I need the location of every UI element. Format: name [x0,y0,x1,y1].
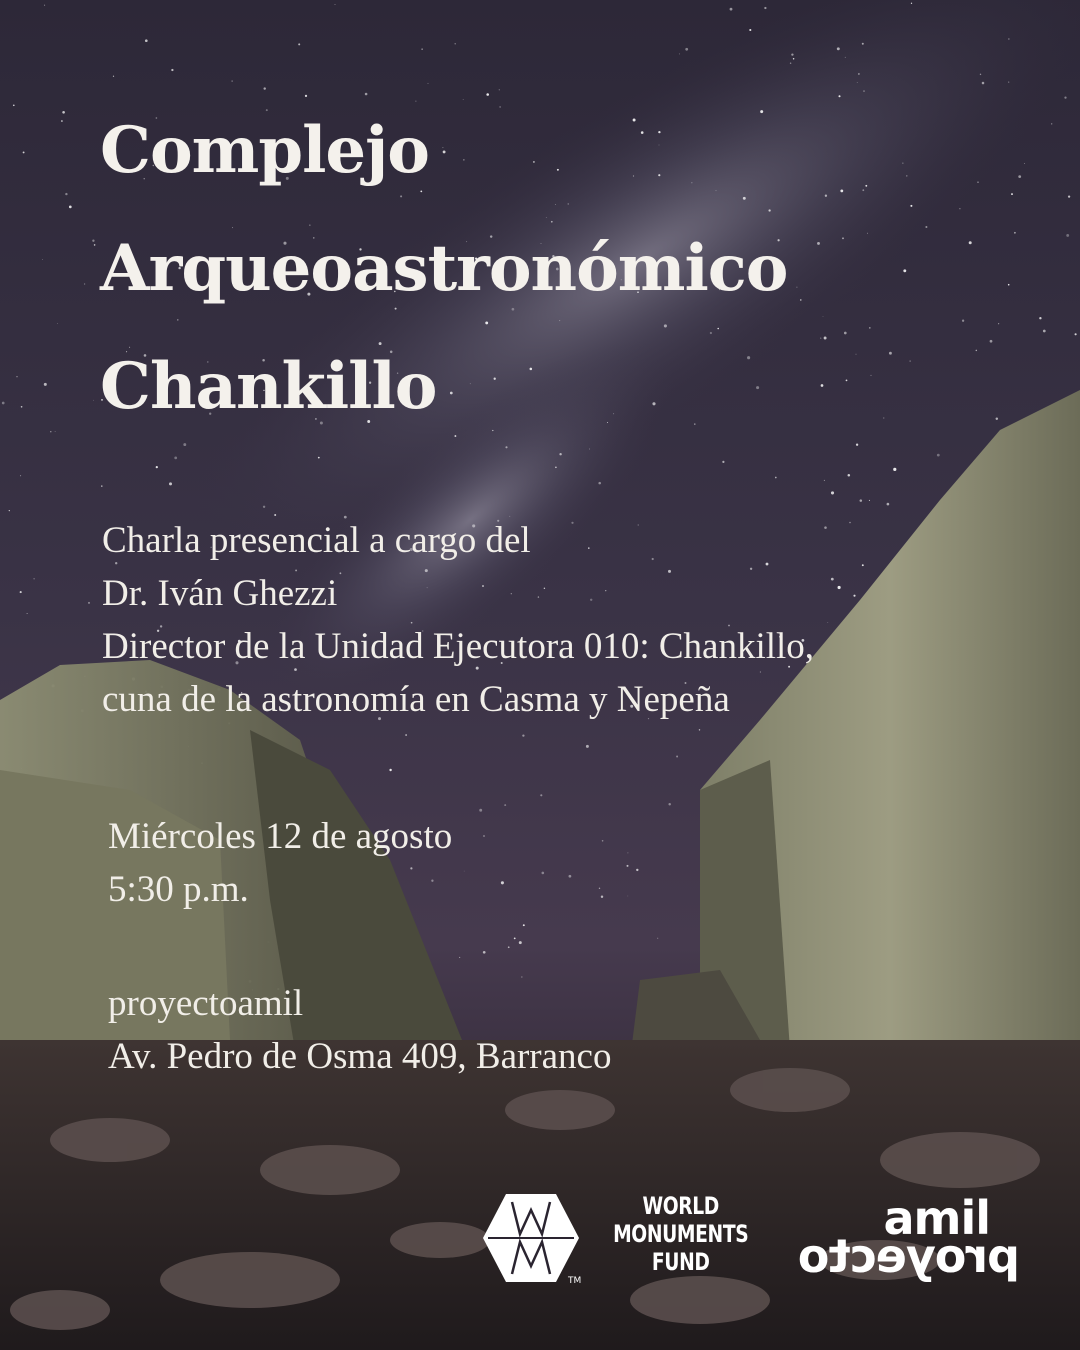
star [263,506,265,508]
star [699,729,700,730]
star [911,3,912,4]
star [869,327,871,329]
star [856,354,857,355]
star [92,240,94,242]
star [871,375,872,376]
star [156,466,158,468]
star [569,875,572,878]
star [542,872,545,875]
wmf-word: WORLD [642,1192,719,1220]
star [113,76,114,77]
star [174,457,177,460]
star [1008,39,1009,40]
speaker-name: Dr. Iván Ghezzi [102,573,338,614]
star [483,835,485,837]
star [849,522,851,524]
star [93,400,94,401]
event-date: Miércoles 12 de agosto [108,816,453,857]
star [817,242,820,245]
star [903,269,906,272]
star [959,208,960,209]
star [800,299,801,300]
star [1008,284,1010,286]
star [857,82,858,83]
star [842,237,844,239]
star [838,95,840,97]
speaker-line: cuna de la astronomía en Casma y Nepeña [102,679,730,720]
star [559,453,561,455]
star [1068,195,1070,197]
title-line: Arqueoastronómico [100,231,788,306]
star [827,622,828,623]
star [27,613,28,614]
star [902,163,903,164]
star [1018,175,1021,178]
star [264,87,266,89]
star [33,578,34,579]
star [764,7,766,9]
star [820,338,821,339]
star [88,602,90,604]
event-time: 5:30 p.m. [108,869,249,910]
star [2,402,5,405]
event-venue [108,977,611,1083]
star [501,881,504,884]
star [505,446,507,448]
star [514,937,516,939]
star [925,226,927,228]
star [790,62,791,63]
star [856,444,858,446]
event-title [100,92,787,446]
star [1043,330,1046,333]
star [1008,82,1009,83]
star [998,323,999,324]
star [1064,96,1066,98]
star [499,89,500,90]
star [869,500,870,501]
star [627,896,628,897]
star [232,81,233,82]
star [21,406,23,408]
star [862,189,864,191]
star [61,120,63,122]
proyecto-mirrored-wordmark: proyecto [798,1229,1020,1283]
star [427,83,428,84]
star [722,461,724,463]
star [599,888,600,889]
star [824,337,827,340]
star [62,111,65,114]
title-line: Chankillo [100,349,437,424]
star [55,431,56,432]
star [910,205,912,207]
star [860,499,863,502]
trademark: TM [568,1276,582,1286]
wmf-hexagon-mark-icon [482,1192,580,1284]
star [862,564,864,566]
star [679,53,680,54]
star [42,259,43,260]
star [519,941,522,944]
star [838,586,841,589]
star [44,5,45,6]
star [50,431,51,432]
star [976,350,978,352]
world-monuments-fund-logo [482,1190,749,1290]
star [824,526,827,529]
venue-name: proyectoamil [108,983,304,1024]
star [823,316,824,317]
star [20,475,21,476]
star [318,457,320,459]
star [454,43,455,44]
star [848,474,851,477]
star [977,182,978,183]
star [1066,234,1069,237]
star [13,104,15,106]
star [982,82,985,85]
star [464,871,465,872]
star [589,449,590,450]
star [996,417,998,419]
star [1014,232,1016,234]
star [657,938,658,939]
speaker-info [102,514,814,726]
star [586,745,589,748]
star [1039,317,1041,319]
star [1011,193,1013,195]
star [962,320,964,322]
proyecto-amil-logo [780,1191,1040,1300]
star [990,340,993,343]
star [84,284,85,285]
star [44,383,47,386]
star [831,491,834,494]
star [937,454,940,457]
star [730,8,733,11]
star [824,480,825,481]
star [57,323,58,324]
star [844,332,847,335]
star [1075,333,1077,335]
star [459,957,460,958]
wmf-wordmark [594,1192,767,1276]
star [405,734,407,736]
star [889,352,892,355]
star [65,193,67,195]
star [540,794,542,796]
star [522,734,524,736]
star [298,43,300,45]
star [831,578,834,581]
speaker-line: Director de la Unidad Ejecutora 010: Chankillo, [102,626,815,667]
star [906,175,907,176]
star [846,380,848,382]
star [910,361,911,362]
event-date-time [108,810,452,916]
star [840,190,843,193]
star [863,91,864,92]
star [791,53,793,55]
star [893,468,896,471]
star [685,48,688,51]
star [508,946,510,948]
star [793,58,795,60]
star [825,195,827,197]
star [969,241,972,244]
star [601,896,603,898]
star [845,57,846,58]
venue-address: Av. Pedro de Osma 409, Barranco [108,1036,612,1077]
star [862,43,864,45]
star [775,477,777,479]
star [887,503,890,506]
speaker-line: Charla presencial a cargo del [102,520,531,561]
star [20,591,22,593]
star [749,29,751,31]
star [421,48,422,49]
star [101,485,102,486]
star [1051,123,1052,124]
star [865,185,867,187]
star [853,595,855,597]
star [483,951,486,954]
wmf-word: MONUMENTS [613,1220,749,1248]
star [523,924,525,926]
amil-wordmark: amil [883,1191,990,1245]
star [796,287,797,288]
star [171,69,173,71]
star [636,869,638,871]
star [69,206,72,209]
star [504,804,506,806]
star [883,417,884,418]
star [980,74,981,75]
star [479,809,482,812]
star [821,384,824,387]
star [837,47,840,50]
star [867,233,868,234]
star [602,840,604,842]
star [17,376,18,377]
star [676,756,678,758]
star [169,482,172,485]
star [145,39,148,42]
star [9,510,10,511]
star [389,769,391,771]
star [626,865,628,867]
star [555,467,557,469]
star [1024,163,1025,164]
wmf-word: FUND [651,1248,710,1276]
title-line: Complejo [100,113,429,188]
star [598,482,601,485]
star [23,151,25,153]
star [335,4,336,5]
star [668,803,670,805]
star [94,244,96,246]
star [858,73,859,74]
star [627,852,628,853]
